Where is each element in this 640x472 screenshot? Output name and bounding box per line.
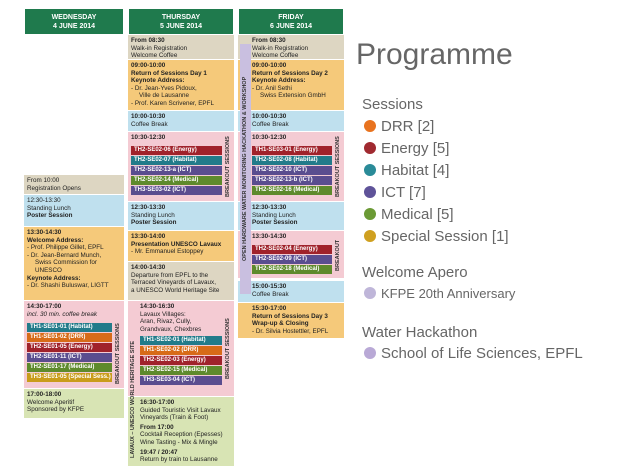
text: Coffee Break bbox=[131, 120, 168, 128]
legend-item bbox=[364, 183, 426, 201]
legend-dot bbox=[364, 347, 376, 359]
legend-dot bbox=[364, 120, 376, 132]
text: Grandvaux, Chexbres bbox=[140, 325, 202, 333]
time: 14:30-17:00 bbox=[27, 303, 62, 310]
text: - Dr. Shashi Buluswar, LIGTT bbox=[27, 282, 109, 290]
thursday-column bbox=[128, 8, 234, 467]
session-item: TH2-SE01-17 (Medical) bbox=[27, 363, 112, 372]
text: Coffee Break bbox=[252, 120, 289, 128]
legend-dot bbox=[364, 142, 376, 154]
fri-closing bbox=[238, 303, 344, 339]
hackathon-item bbox=[364, 344, 583, 362]
time: 12:30-13:30 bbox=[131, 204, 166, 211]
legend-dot bbox=[364, 164, 376, 176]
vertical-label: BREAKOUT SESSIONS bbox=[225, 318, 232, 380]
text: Cocktail Reception (Epesses) bbox=[140, 431, 223, 439]
text: Swiss Commission for UNESCO bbox=[35, 259, 97, 274]
vertical-label: BREAKOUT SESSIONS bbox=[335, 136, 342, 198]
friday-header bbox=[238, 8, 344, 35]
page-title: Programme bbox=[356, 38, 513, 71]
wed-breakout bbox=[24, 301, 124, 389]
session-item: TH2-SE02-06 (Energy) bbox=[131, 146, 222, 155]
text: Coffee Break bbox=[252, 290, 289, 298]
text: Lavaux Villages: bbox=[140, 310, 186, 318]
legend-label: KFPE 20th Anniversary bbox=[381, 285, 516, 301]
time: 10:00-10:30 bbox=[131, 113, 166, 120]
session-item: TH3-SE03-04 (ICT) bbox=[140, 376, 222, 385]
session-item: TH2-SE02-07 (Habitat) bbox=[131, 156, 222, 165]
text: - Dr. Silvia Hostettler, EPFL bbox=[252, 327, 329, 335]
text: - Prof. Philippe Gillet, EPFL bbox=[27, 244, 104, 252]
text: Standing Lunch bbox=[252, 211, 296, 219]
legend-label: DRR [2] bbox=[381, 117, 435, 135]
time: 10:30-12:30 bbox=[252, 134, 287, 141]
session-item: TH1-SE02-02 (DRR) bbox=[140, 346, 222, 355]
sessions-heading: Sessions bbox=[362, 96, 423, 113]
session-item: TH2-SE02-04 (Energy) bbox=[252, 245, 332, 254]
thu-registration bbox=[128, 35, 234, 60]
text: Vineyards (Train & Foot) bbox=[140, 414, 209, 422]
text: Welcome Coffee bbox=[131, 52, 178, 60]
text: Terraced Vineyards of Lavaux, bbox=[131, 279, 216, 287]
text: Poster Session bbox=[252, 219, 298, 227]
wednesday-column bbox=[24, 8, 124, 419]
text: Keynote Address: bbox=[27, 274, 81, 282]
text: Departure from EPFL to the bbox=[131, 271, 209, 279]
text: Welcome Aperitif bbox=[27, 398, 75, 406]
day-label: WEDNESDAY bbox=[51, 14, 97, 21]
time: 12:30-13:30 bbox=[252, 204, 287, 211]
session-item: TH2-SE02-08 (Habitat) bbox=[252, 156, 332, 165]
text: Keynote Address: bbox=[252, 77, 306, 85]
text: - Dr. Jean-Yves Pidoux, bbox=[131, 84, 197, 92]
session-item: TH1-SE02-01 (Habitat) bbox=[140, 336, 222, 345]
time: 14:30-16:30 bbox=[140, 303, 175, 310]
text: - Dr. Jean-Bernard Munch, bbox=[27, 251, 102, 259]
day-date: 5 JUNE 2014 bbox=[159, 23, 203, 30]
text: Swiss Extension GmbH bbox=[260, 92, 326, 100]
time: From 08:30 bbox=[131, 37, 165, 44]
text: Standing Lunch bbox=[131, 211, 175, 219]
text: Registration Opens bbox=[27, 184, 81, 192]
wed-lunch bbox=[24, 195, 124, 227]
apero-heading: Welcome Apero bbox=[362, 264, 468, 281]
time: 10:00-10:30 bbox=[252, 113, 287, 120]
text: Standing Lunch bbox=[27, 204, 71, 212]
session-item: TH2-SE02-14 (Medical) bbox=[131, 176, 222, 185]
wed-welcome bbox=[24, 227, 124, 301]
vertical-label: OPEN HARDWARE WATER MONITORING HACKATHON & WORKSHOP bbox=[240, 44, 251, 294]
fri-registration bbox=[238, 35, 344, 60]
legend-label: Habitat [4] bbox=[381, 161, 450, 179]
fri-coffee bbox=[238, 111, 344, 132]
day-label: FRIDAY bbox=[278, 14, 304, 21]
text: Keynote Address: bbox=[131, 77, 185, 85]
text: - Dr. Anil Sethi bbox=[252, 84, 292, 92]
text: Return of Sessions Day 2 bbox=[252, 69, 328, 77]
time: 09:00-10:00 bbox=[252, 62, 287, 69]
legend-dot bbox=[364, 186, 376, 198]
vertical-label: BREAKOUT bbox=[335, 239, 342, 271]
thu-breakout-1 bbox=[128, 132, 234, 202]
legend-dot bbox=[364, 287, 376, 299]
legend-item bbox=[364, 161, 449, 179]
day-date: 6 JUNE 2014 bbox=[269, 23, 313, 30]
legend-item bbox=[364, 227, 509, 245]
fri-breakout-1 bbox=[238, 132, 344, 202]
session-item: TH2-SE02-09 (ICT) bbox=[252, 255, 332, 264]
text: Guided Touristic Visit Lavaux bbox=[140, 406, 221, 414]
legend-label: ICT [7] bbox=[381, 183, 426, 201]
session-item: TH2-SE02-18 (Medical) bbox=[252, 265, 332, 274]
session-item: TH2-SE02-13-b (ICT) bbox=[252, 176, 332, 185]
wed-registration bbox=[24, 175, 124, 195]
text: Welcome Coffee bbox=[252, 52, 299, 60]
time: 13:30-14:30 bbox=[27, 229, 62, 236]
session-item: TH1-SE01-01 (Habitat) bbox=[27, 323, 112, 332]
thu-keynote bbox=[128, 60, 234, 111]
text: Poster Session bbox=[131, 219, 177, 227]
legend-label: Special Session [1] bbox=[381, 227, 509, 245]
fri-breakout-2 bbox=[238, 231, 344, 279]
session-item: TH2-SE02-10 (ICT) bbox=[252, 166, 332, 175]
apero-item bbox=[364, 284, 515, 302]
fri-lunch bbox=[238, 202, 344, 231]
thu-departure bbox=[128, 262, 234, 301]
text: Wrap-up & Closing bbox=[252, 320, 309, 328]
session-item: TH2-SE02-13-a (ICT) bbox=[131, 166, 222, 175]
text: Sponsored by KFPE bbox=[27, 406, 85, 414]
text: Return of Sessions Day 1 bbox=[131, 69, 207, 77]
text: a UNESCO World Heritage Site bbox=[131, 286, 220, 294]
time: 09:00-10:00 bbox=[131, 62, 166, 69]
session-item: TH3-SE01-05 (Special Sess.) bbox=[27, 373, 112, 382]
time: From 17:00 bbox=[140, 423, 174, 431]
thu-evening bbox=[128, 397, 234, 467]
session-item: TH2-SE01-11 (ICT) bbox=[27, 353, 112, 362]
time: From 10:00 bbox=[27, 177, 60, 184]
text: Return by train to Lausanne bbox=[140, 456, 218, 464]
friday-column bbox=[238, 8, 344, 339]
wed-aperitif bbox=[24, 389, 124, 419]
vertical-label: BREAKOUT SESSIONS bbox=[115, 323, 122, 385]
session-item: TH1-SE01-02 (DRR) bbox=[27, 333, 112, 342]
text: Walk-in Registration bbox=[131, 44, 188, 52]
session-item: TH3-SE03-02 (ICT) bbox=[131, 186, 222, 195]
wednesday-header bbox=[24, 8, 124, 35]
fri-keynote bbox=[238, 60, 344, 111]
legend-label: Energy [5] bbox=[381, 139, 450, 157]
time: 15:30-17:00 bbox=[252, 305, 287, 312]
text: Welcome Address: bbox=[27, 236, 84, 244]
thu-lavaux bbox=[128, 301, 234, 397]
text: Presentation UNESCO Lavaux bbox=[131, 240, 222, 248]
session-item: TH2-SE02-16 (Medical) bbox=[252, 186, 332, 195]
text: Wine Tasting - Mix & Mingle bbox=[140, 438, 218, 446]
thu-unesco bbox=[128, 231, 234, 262]
text: Return of Sessions Day 3 bbox=[252, 312, 328, 320]
text: Poster Session bbox=[27, 212, 73, 220]
time: 17:00-18:00 bbox=[27, 391, 62, 398]
time: 13:30-14:00 bbox=[131, 233, 166, 240]
legend-item bbox=[364, 117, 434, 135]
text: - Mr. Emmanuel Estoppey bbox=[131, 248, 204, 256]
time: 16:30-17:00 bbox=[140, 399, 175, 406]
text: Aran, Rivaz, Cully, bbox=[140, 318, 192, 326]
time: 14:00-14:30 bbox=[131, 264, 166, 271]
time: 10:30-12:30 bbox=[131, 134, 166, 141]
time: From 08:30 bbox=[252, 37, 286, 44]
day-date: 4 JUNE 2014 bbox=[52, 23, 96, 30]
legend-label: Medical [5] bbox=[381, 205, 454, 223]
time: 13:30-14:30 bbox=[252, 233, 287, 240]
hackathon-heading: Water Hackathon bbox=[362, 324, 478, 341]
fri-coffee-2 bbox=[238, 281, 344, 303]
day-label: THURSDAY bbox=[161, 14, 201, 21]
legend-dot bbox=[364, 208, 376, 220]
text: incl. 30 min. coffee break bbox=[27, 310, 98, 318]
time: 12:30-13:30 bbox=[27, 197, 61, 204]
vertical-label: LAVAUX – UNESCO WORLD HERITAGE SITE bbox=[130, 340, 136, 458]
legend-dot bbox=[364, 230, 376, 242]
vertical-label: BREAKOUT SESSIONS bbox=[225, 136, 232, 198]
text: Ville de Lausanne bbox=[139, 92, 189, 100]
legend-item bbox=[364, 139, 449, 157]
legend-label: School of Life Sciences, EPFL bbox=[381, 344, 583, 362]
session-item: TH1-SE03-01 (Energy) bbox=[252, 146, 332, 155]
text: Walk-in Registration bbox=[252, 44, 309, 52]
time: 19:47 / 20:47 bbox=[140, 448, 178, 456]
session-item: TH2-SE01-05 (Energy) bbox=[27, 343, 112, 352]
thu-coffee bbox=[128, 111, 234, 132]
thursday-header bbox=[128, 8, 234, 35]
thu-lunch bbox=[128, 202, 234, 231]
legend-item bbox=[364, 205, 454, 223]
text: - Prof. Karen Scrivener, EPFL bbox=[131, 99, 214, 107]
session-item: TH2-SE02-15 (Medical) bbox=[140, 366, 222, 375]
session-item: TH2-SE02-03 (Energy) bbox=[140, 356, 222, 365]
time: 15:00-15:30 bbox=[252, 283, 287, 290]
